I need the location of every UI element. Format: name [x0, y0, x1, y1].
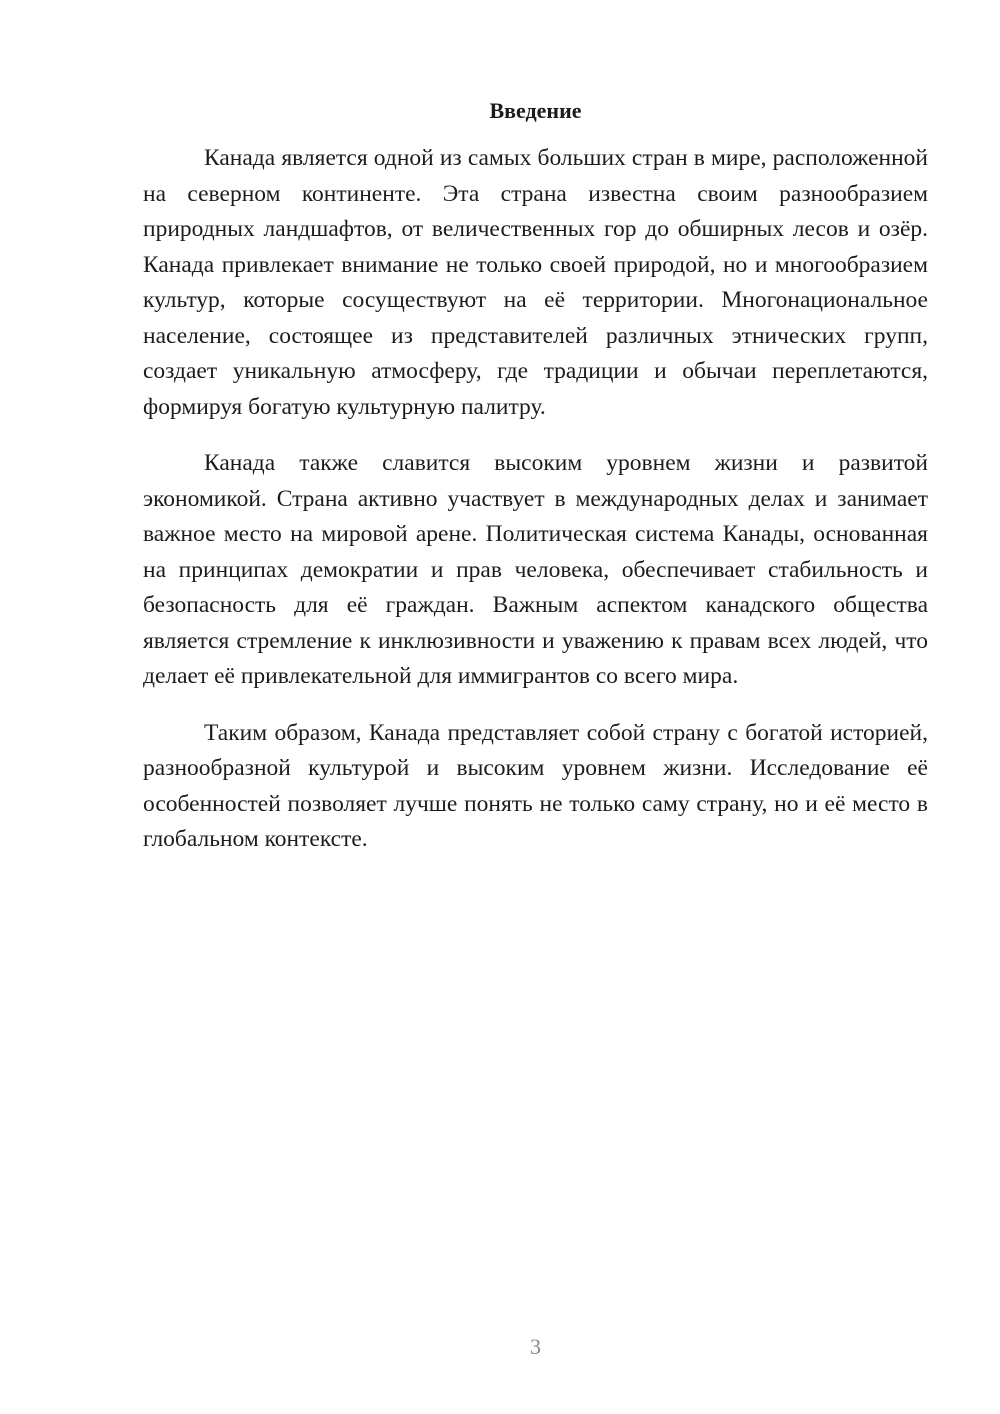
body-text — [143, 141, 928, 879]
section-heading: Введение — [489, 98, 582, 123]
paragraph: Канада также славится высоким уровнем жизни и развитой экономикой. Страна активно участвует в международных делах и занимает важное место на мировой арене. Политическая система Канады, основанная на принципах демократии и прав человека, обеспечивает стабильность и безопасность для её граждан. Важным аспектом канадского общества является стремление к инклюзивности и уважению к правам всех людей, что делает её привлекательной для иммигрантов со всего мира. — [143, 450, 928, 689]
paragraph: Канада является одной из самых больших стран в мире, расположенной на северном континенте. Эта страна известна своим разнообразием природных ландшафтов, от величественных гор до обширных лесов и озёр. Канада привлекает внимание не только своей природой, но и многообразием культур, которые сосуществуют на её территории. Многонациональное население, состоящее из представителей различных этнических групп, создает уникальную атмосферу, где традиции и обычаи переплетаются, формируя богатую культурную палитру. — [143, 145, 928, 420]
paragraph: Таким образом, Канада представляет собой страну с богатой историей, разнообразной культурой и высоким уровнем жизни. Исследование её особенностей позволяет лучше понять не только саму страну, но и её место в глобальном контексте. — [143, 719, 928, 852]
page-number: 3 — [530, 1334, 541, 1359]
